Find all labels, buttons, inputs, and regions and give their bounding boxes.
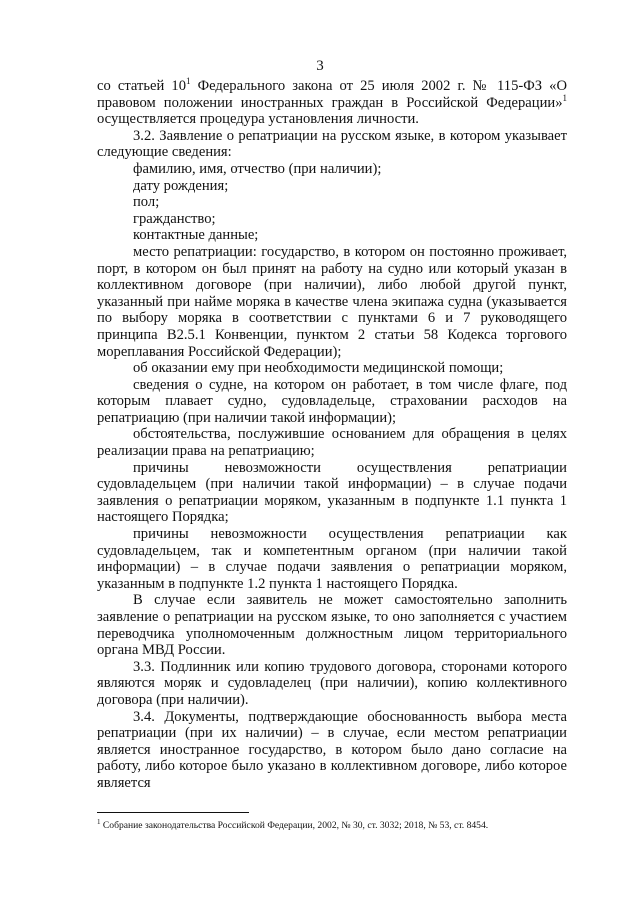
- paragraph-continuation: со статьей $10^1$ Федерального закона от 25 июля 2002 г. № 115-ФЗ «О правовом положении иностранных граждан в Российской Федерации»$^1$ осуществляется процедура установления личности.: [97, 76, 567, 128]
- footnote-reference: 1: [562, 92, 567, 103]
- list-item-reasons-authority: причины невозможности осуществления репатриации как судовладельцем, так и компетентным органом (при наличии такой информации) – в случае подачи заявления о репатриации моряком, указанным в подпункте 1.2 пункта 1 настоящего Порядка.: [97, 526, 567, 592]
- list-item-repatriation-place: место репатриации: государство, в котором он постоянно проживает, порт, в котором он был принят на работу на судно или который указан в коллективном договоре (при наличии), либо любой другой пункт, указанный при найме моряка в качестве члена экипажа судна (указывается по выбору моряка в соответствии с пунктами 6 и 7 руководящего принципа B2.5.1 Конвенции, пунктом 2 статьи 58 Кодекса торгового мореплавания Российской Федерации);: [97, 243, 567, 360]
- clause-3-2: 3.2. Заявление о репатриации на русском языке, в котором указывает следующие сведения:: [97, 127, 567, 161]
- footnote-text: Собрание законодательства Российской Федерации, 2002, № 30, ст. 3032; 2018, № 53, ст. 8454.: [100, 820, 489, 831]
- footnote-separator: [97, 812, 249, 813]
- footnote-mark: 1: [97, 817, 101, 826]
- clause-3-3: 3.3. Подлинник или копию трудового договора, сторонами которого являются моряк и судовладелец (при наличии), копию коллективного договора (при наличии).: [97, 658, 567, 708]
- document-body: [97, 78, 567, 792]
- list-item-sex: пол;: [133, 194, 160, 211]
- list-item-medical-aid: об оказании ему при необходимости медицинской помощи;: [133, 360, 504, 377]
- list-item-vessel-info: сведения о судне, на котором он работает, в том числе флаге, под которым плавает судно, судовладельце, страховании расходов на репатриацию (при наличии такой информации);: [97, 376, 567, 426]
- footnote: [97, 817, 577, 832]
- clause-3-4: 3.4. Документы, подтверждающие обоснованность выбора места репатриации (при их наличии) – в случае, если местом репатриации является иностранное государство, в котором было дано согласие на работу, либо которое было указано в коллективном договоре, либо которое является: [97, 708, 567, 791]
- paragraph-interpreter: В случае если заявитель не может самостоятельно заполнить заявление о репатриации на русском языке, то оно заполняется с участием переводчика уполномоченным должностным лицом территориального органа МВД России.: [97, 592, 567, 659]
- page-number: 3: [316, 58, 324, 74]
- list-item-citizenship: гражданство;: [133, 210, 216, 227]
- footnote-reference: 1: [186, 76, 191, 87]
- list-item-contacts: контактные данные;: [133, 227, 259, 244]
- list-item-circumstances: обстоятельства, послужившие основанием для обращения в целях реализации права на репатриацию;: [97, 426, 567, 460]
- list-item-birthdate: дату рождения;: [133, 177, 229, 194]
- list-item-reasons-shipowner: причины невозможности осуществления репатриации судовладельцем (при наличии такой информации) – в случае подачи заявления о репатриации моряком, указанным в подпункте 1.1 пункта 1 настоящего Порядка;: [97, 459, 567, 526]
- list-item-name: фамилию, имя, отчество (при наличии);: [133, 160, 382, 177]
